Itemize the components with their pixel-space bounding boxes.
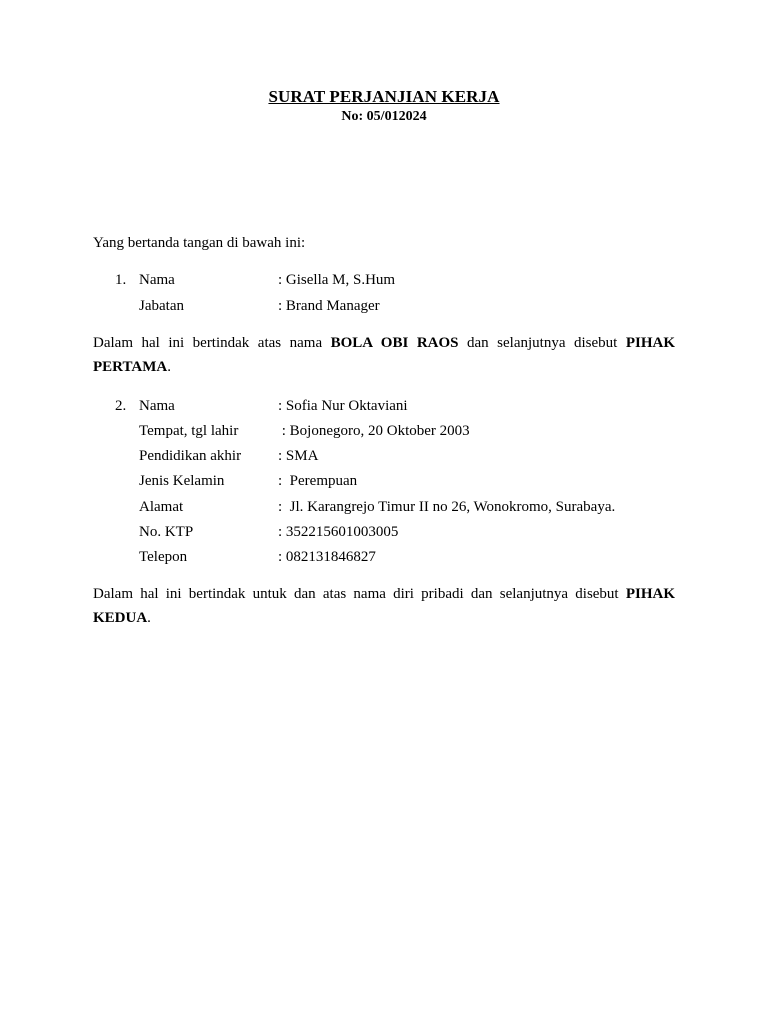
party1-position-row (0, 298, 768, 318)
field-value: : Bojonegoro, 20 Oktober 2003 (278, 423, 470, 439)
company-name: BOLA OBI RAOS (330, 335, 459, 351)
party2-number: 2. (115, 398, 127, 414)
party2-ktp-row (0, 524, 768, 544)
statement-end: . (167, 359, 171, 375)
party1-number: 1. (115, 272, 127, 288)
party2-education-row (0, 448, 768, 468)
field-label: Jabatan (139, 298, 184, 314)
party1-name-row (0, 272, 768, 292)
field-value: : Brand Manager (278, 298, 380, 314)
field-value: : Gisella M, S.Hum (278, 272, 396, 288)
party-designation: PIHAK PERTAMA (93, 335, 675, 375)
field-label: Tempat, tgl lahir (139, 423, 239, 439)
party2-name-row (0, 398, 768, 418)
statement-end: . (147, 610, 151, 626)
field-label: Jenis Kelamin (139, 473, 225, 489)
field-value: : SMA (278, 448, 319, 464)
party2-address-row (0, 499, 768, 519)
field-label: Alamat (139, 499, 184, 515)
intro-text: Yang bertanda tangan di bawah ini: (93, 235, 306, 251)
field-value: : Perempuan (278, 473, 358, 489)
field-label: Nama (139, 398, 175, 414)
party2-gender-row (0, 473, 768, 493)
party2-birth-row (0, 423, 768, 443)
field-value: : Sofia Nur Oktaviani (278, 398, 408, 414)
statement-text: dan selanjutnya disebut (458, 335, 626, 351)
field-label: No. KTP (139, 524, 194, 540)
field-label: Pendidikan akhir (139, 448, 242, 464)
field-value: : 352215601003005 (278, 524, 399, 540)
field-label: Nama (139, 272, 175, 288)
party-designation: PIHAK KEDUA (93, 586, 675, 626)
party1-statement (93, 331, 675, 379)
field-value: : Jl. Karangrejo Timur II no 26, Wonokromo, Surabaya. (278, 499, 616, 515)
party2-statement (93, 582, 675, 630)
document-number: No: 05/012024 (341, 109, 427, 124)
field-value: : 082131846827 (278, 549, 376, 565)
document-title: SURAT PERJANJIAN KERJA (268, 87, 500, 106)
field-label: Telepon (139, 549, 188, 565)
party2-phone-row (0, 549, 768, 569)
statement-text: Dalam hal ini bertindak untuk dan atas nama diri pribadi dan selanjutnya disebut (93, 586, 626, 602)
statement-text: Dalam hal ini bertindak atas nama (93, 335, 331, 351)
